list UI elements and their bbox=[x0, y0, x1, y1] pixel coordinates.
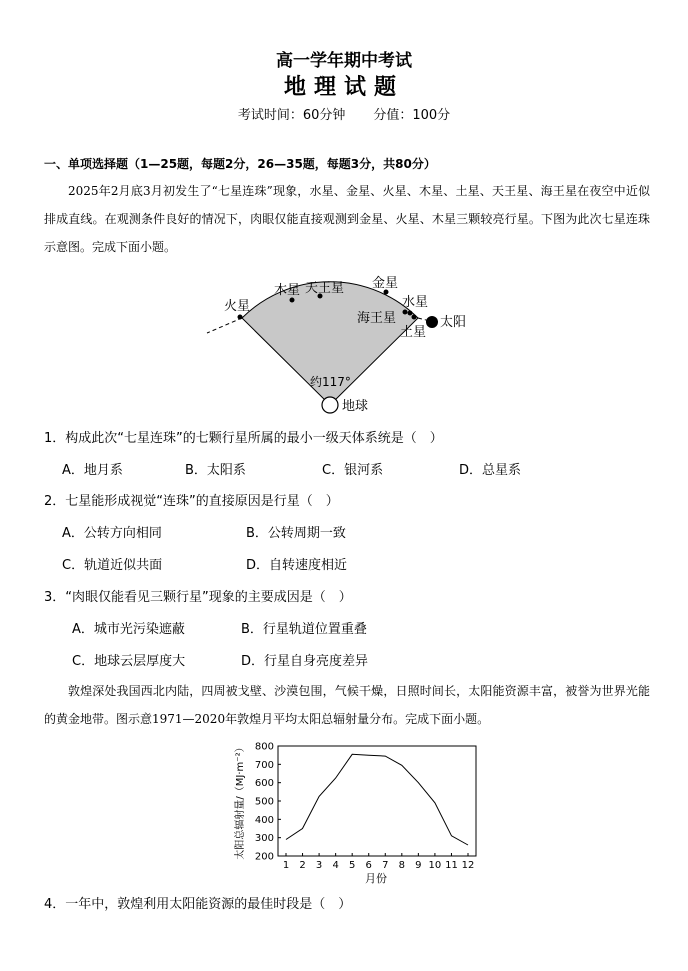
x-tick-label: 12 bbox=[461, 860, 475, 871]
planet-dot-saturn bbox=[412, 315, 417, 320]
x-tick-label: 10 bbox=[428, 860, 442, 871]
q1-option-a[interactable]: A．地月系 bbox=[62, 463, 123, 478]
solar-radiation-chart bbox=[0, 735, 688, 890]
y-tick-label: 300 bbox=[254, 833, 274, 845]
q1-option-c[interactable]: C．银河系 bbox=[322, 463, 384, 478]
label-jupiter: 木星 bbox=[274, 283, 301, 298]
question-1-stem: 1．构成此次“七星连珠”的七颗行星所属的最小一级天体系统是（ ） bbox=[44, 431, 443, 446]
passage-2: 敦煌深处我国西北内陆，四周被戈壁、沙漠包围，气候干燥，日照时间长，太阳能资源丰富，被誉为世界光能的黄金地带。图示意1971—2020年敦煌月平均太阳总辐射量分布。完成下面小题。 bbox=[44, 684, 650, 726]
x-tick-label: 5 bbox=[348, 860, 356, 871]
planet-dot-mercury bbox=[403, 310, 408, 315]
exam-score: 分值：100分 bbox=[373, 108, 451, 123]
subject-title: 地理试题 bbox=[283, 74, 404, 100]
x-tick-label: 6 bbox=[365, 860, 372, 871]
q3-option-c[interactable]: C．地球云层厚度大 bbox=[72, 654, 186, 669]
q2-option-a[interactable]: A．公转方向相同 bbox=[62, 526, 162, 541]
extension-left bbox=[207, 318, 242, 333]
planet-dot-neptune bbox=[408, 311, 413, 316]
x-tick-label: 3 bbox=[315, 860, 323, 871]
exam-time: 考试时间：60分钟 bbox=[237, 108, 346, 123]
label-uranus: 天王星 bbox=[305, 281, 345, 296]
chart-frame bbox=[278, 746, 476, 856]
q1-option-d[interactable]: D．总星系 bbox=[459, 463, 522, 478]
x-tick-label: 1 bbox=[282, 860, 290, 871]
chart-x-axis-label: 月份 bbox=[365, 872, 387, 885]
y-tick-label: 400 bbox=[254, 814, 274, 826]
question-2-stem: 2．七星能形成视觉“连珠”的直接原因是行星（ ） bbox=[44, 494, 339, 509]
q3-option-a[interactable]: A．城市光污染遮蔽 bbox=[72, 622, 185, 637]
x-tick-label: 11 bbox=[445, 860, 458, 871]
exam-info bbox=[0, 104, 688, 123]
chart-y-axis-label: 太阳总辐射量/（MJ·m⁻²） bbox=[235, 742, 246, 860]
x-tick-label: 7 bbox=[382, 860, 389, 871]
y-tick-label: 800 bbox=[254, 741, 274, 753]
question-4-stem: 4．一年中，敦煌利用太阳能资源的最佳时段是（ ） bbox=[44, 897, 352, 912]
label-angle: 约117° bbox=[310, 375, 351, 389]
label-saturn: 土星 bbox=[400, 325, 427, 340]
y-tick-label: 500 bbox=[254, 796, 274, 808]
planet-dot-mars bbox=[238, 315, 243, 320]
label-sun: 太阳 bbox=[440, 315, 467, 330]
q2-option-b[interactable]: B．公转周期一致 bbox=[246, 526, 346, 541]
q2-option-c[interactable]: C．轨道近似共面 bbox=[62, 558, 163, 573]
q2-option-d[interactable]: D．自转速度相近 bbox=[246, 558, 348, 573]
x-tick-label: 4 bbox=[332, 860, 339, 871]
sun-dot bbox=[426, 316, 438, 328]
label-mars: 火星 bbox=[224, 299, 251, 314]
label-earth: 地球 bbox=[342, 399, 369, 414]
planet-dot-jupiter bbox=[290, 298, 295, 303]
radiation-series-line bbox=[286, 754, 468, 845]
y-tick-label: 700 bbox=[254, 759, 274, 771]
y-tick-label: 600 bbox=[254, 778, 274, 790]
label-neptune: 海王星 bbox=[357, 311, 397, 326]
q1-option-b[interactable]: B．太阳系 bbox=[185, 463, 246, 478]
x-tick-label: 9 bbox=[415, 860, 422, 871]
label-mercury: 水星 bbox=[402, 295, 429, 310]
x-tick-label: 8 bbox=[398, 860, 406, 871]
q3-option-d[interactable]: D．行星自身亮度差异 bbox=[241, 654, 369, 669]
label-venus: 金星 bbox=[372, 276, 399, 291]
x-tick-label: 2 bbox=[299, 860, 306, 871]
earth-circle bbox=[322, 397, 338, 413]
seven-planets-diagram bbox=[0, 265, 688, 417]
y-tick-label: 200 bbox=[254, 851, 274, 863]
q3-option-b[interactable]: B．行星轨道位置重叠 bbox=[241, 622, 367, 637]
exam-title: 高一学年期中考试 bbox=[276, 51, 412, 71]
section-heading: 一、单项选择题（1—25题，每题2分，26—35题，每题3分，共80分） bbox=[44, 157, 436, 171]
passage-1: 2025年2月底3月初发生了“七星连珠”现象，水星、金星、火星、木星、土星、天王星、海王星在夜空中近似排成直线。在观测条件良好的情况下，肉眼仅能直接观测到金星、火星、木星三颗较亮行星。下图为此次七星连珠示意图。完成下面小题。 bbox=[44, 184, 650, 254]
question-3-stem: 3．“肉眼仅能看见三颗行星”现象的主要成因是（ ） bbox=[44, 590, 352, 605]
